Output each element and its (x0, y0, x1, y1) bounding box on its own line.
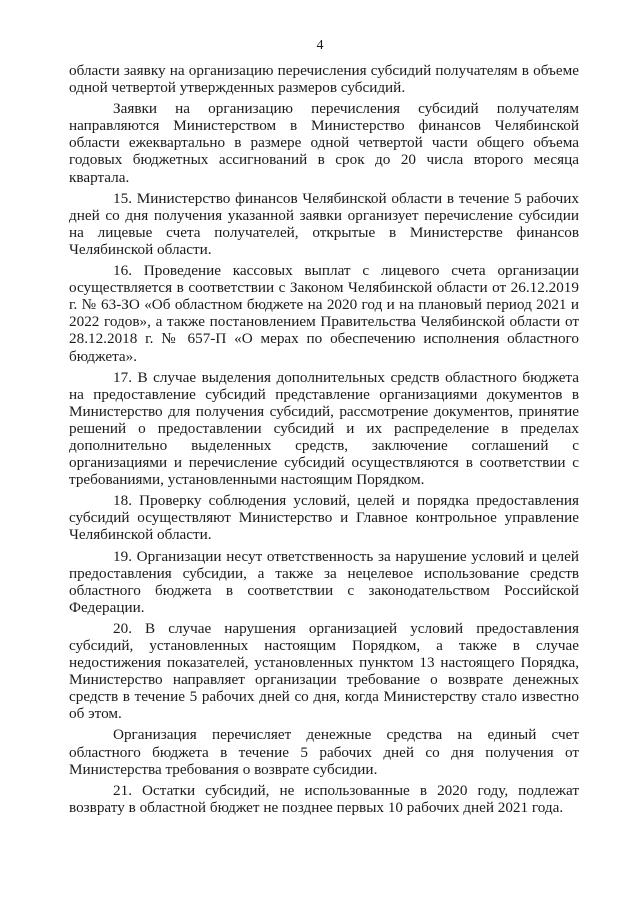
paragraph-15: 15. Министерство финансов Челябинской области в течение 5 рабочих дней со дня получения указанной заявки организует перечисление субсидии на лицевые счета получателей, открытые в Министерстве финансов Челябинской области. (69, 189, 579, 258)
document-body (69, 62, 579, 816)
paragraph-20: 20. В случае нарушения организацией условий предоставления субсидий, установленных настоящим Порядком, а также в случае недостижения показателей, установленных пунктом 13 настоящего Порядка, Министерство направляет организации требование о возврате денежных средств в течение 5 рабочих дней со дня, когда Министерству стало известно об этом. (69, 619, 579, 723)
paragraph-18: 18. Проверку соблюдения условий, целей и порядка предоставления субсидий осуществляют Министерство и Главное контрольное управление Челябинской области. (69, 492, 579, 544)
paragraph-requests: Заявки на организацию перечисления субсидий получателям направляются Министерством в Министерство финансов Челябинской области ежеквартально в размере одной четвертой части общего объема годовых бюджетных ассигнований в срок до 20 числа второго месяца квартала. (69, 100, 579, 186)
paragraph-21: 21. Остатки субсидий, не использованные в 2020 году, подлежат возврату в областной бюджет не позднее первых 10 рабочих дней 2021 года. (69, 781, 579, 816)
paragraph-19: 19. Организации несут ответственность за нарушение условий и целей предоставления субсидии, а также за нецелевое использование средств областного бюджета в соответствии с законодательством Российской Федерации. (69, 547, 579, 616)
paragraph-refund: Организация перечисляет денежные средства на единый счет областного бюджета в течение 5 рабочих дней со дня получения от Министерства требования о возврате субсидии. (69, 726, 579, 778)
page-number: 4 (316, 38, 324, 53)
paragraph-17: 17. В случае выделения дополнительных средств областного бюджета на предоставление субсидий представление организациями документов в Министерство для получения субсидий, рассмотрение документов, принятие решений о предоставлении субсидий и их распределение в пределах дополнительно выделенных средств, заключение соглашений с организациями и перечисление субсидий осуществляются в соответствии с требованиями, установленными настоящим Порядком. (69, 368, 579, 489)
paragraph-continuation: области заявку на организацию перечисления субсидий получателям в объеме одной четвертой утвержденных размеров субсидий. (69, 62, 579, 97)
paragraph-16: 16. Проведение кассовых выплат с лицевого счета организации осуществляется в соответствии с Законом Челябинской области от 26.12.2019 г. № 63-ЗО «Об областном бюджете на 2020 год и на плановый период 2021 и 2022 годов», а также постановлением Правительства Челябинской области от 28.12.2018 г. № 657-П «О мерах по обеспечению исполнения областного бюджета». (69, 262, 579, 365)
